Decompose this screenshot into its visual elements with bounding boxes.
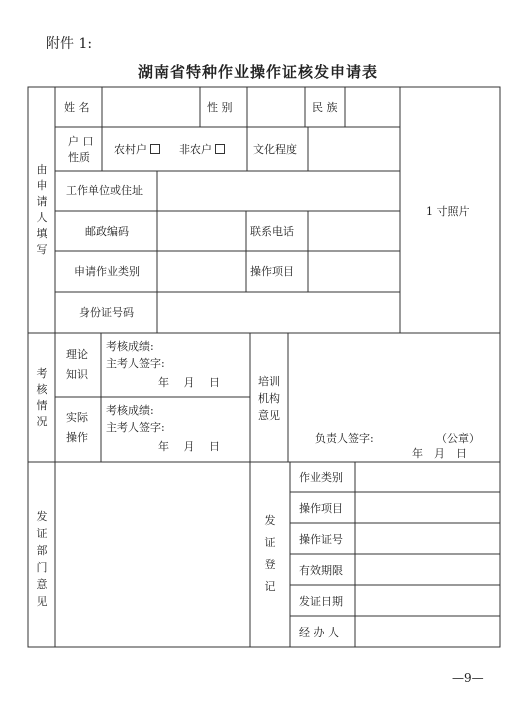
- nonrural-option-label: 非农户: [179, 143, 212, 156]
- label-char: 培训: [258, 375, 280, 388]
- issuing-section-label: [34, 508, 50, 610]
- label-char: 意: [36, 578, 48, 591]
- label-char: 证: [264, 536, 276, 549]
- label-char: 部: [36, 544, 48, 557]
- label-char: 情: [36, 399, 48, 412]
- workplace-label: 工作单位或住址: [66, 184, 143, 197]
- label-char: 记: [264, 580, 276, 593]
- field-handler: 经 办 人: [299, 626, 339, 639]
- rural-option-label: 农村户: [114, 143, 147, 156]
- attachment-label: 附件 1:: [46, 36, 93, 52]
- label-char: 发: [36, 510, 48, 523]
- label-char: 况: [36, 415, 48, 428]
- field-validity-period: 有效期限: [299, 564, 343, 577]
- label-char: 由: [36, 163, 48, 176]
- job-category-label: 申请作业类别: [74, 265, 140, 278]
- theory-date: 年 月 日: [158, 376, 220, 389]
- label-char: 登: [264, 558, 276, 571]
- label-char: 证: [36, 527, 48, 540]
- theory-examiner-label: 主考人签字:: [106, 357, 165, 370]
- household-label-line1: 户 口: [68, 135, 94, 148]
- operation-item-label: 操作项目: [250, 265, 294, 278]
- label-char: 人: [36, 211, 48, 224]
- theory-label-line2: 知识: [66, 368, 88, 381]
- assessment-section-label: [34, 366, 50, 430]
- label-char: 门: [36, 561, 48, 574]
- practice-examiner-label: 主考人签字:: [106, 421, 165, 434]
- practice-score-label: 考核成绩:: [106, 404, 154, 417]
- form-title: 湖南省特种作业操作证核发申请表: [137, 63, 378, 81]
- registration-label: [262, 510, 278, 598]
- gender-label: 性 别: [207, 101, 233, 114]
- label-char: 机构: [258, 392, 280, 405]
- nonrural-checkbox[interactable]: [215, 144, 225, 154]
- label-char: 请: [36, 195, 48, 208]
- practice-label-line1: 实际: [66, 411, 88, 424]
- phone-label: 联系电话: [250, 225, 294, 238]
- applicant-section-label: [34, 162, 50, 258]
- name-label: 姓 名: [64, 101, 90, 114]
- ethnicity-label: 民 族: [312, 101, 338, 114]
- rural-checkbox[interactable]: [150, 144, 160, 154]
- label-char: 见: [36, 595, 48, 608]
- education-label: 文化程度: [253, 143, 297, 156]
- training-institution-label: [254, 373, 284, 424]
- theory-score-label: 考核成绩:: [106, 340, 154, 353]
- label-char: 申: [36, 179, 48, 192]
- field-certificate-number: 操作证号: [299, 533, 343, 546]
- seal-date: 年 月 日: [412, 447, 467, 460]
- postcode-label: 邮政编码: [85, 225, 129, 238]
- theory-label-line1: 理论: [66, 348, 88, 361]
- label-char: 写: [36, 243, 48, 256]
- label-char: 核: [36, 383, 48, 396]
- label-char: 发: [264, 514, 276, 527]
- field-issue-date: 发证日期: [299, 595, 343, 608]
- rural-option[interactable]: [114, 143, 160, 156]
- label-char: 意见: [258, 409, 280, 422]
- field-operation-item: 操作项目: [299, 502, 343, 515]
- household-label-line2: 性质: [68, 151, 90, 164]
- practice-date: 年 月 日: [158, 440, 220, 453]
- label-char: 考: [36, 367, 48, 380]
- label-char: 填: [36, 227, 48, 240]
- page-number: —9—: [452, 671, 484, 685]
- field-job-category: 作业类别: [299, 471, 343, 484]
- practice-label-line2: 操作: [66, 431, 88, 444]
- official-seal-label: （公章）: [436, 432, 480, 445]
- responsible-sign-label: 负责人签字:: [315, 432, 374, 445]
- photo-placeholder: 1 寸照片: [426, 205, 470, 218]
- nonrural-option[interactable]: [179, 143, 225, 156]
- id-number-label: 身份证号码: [79, 306, 134, 319]
